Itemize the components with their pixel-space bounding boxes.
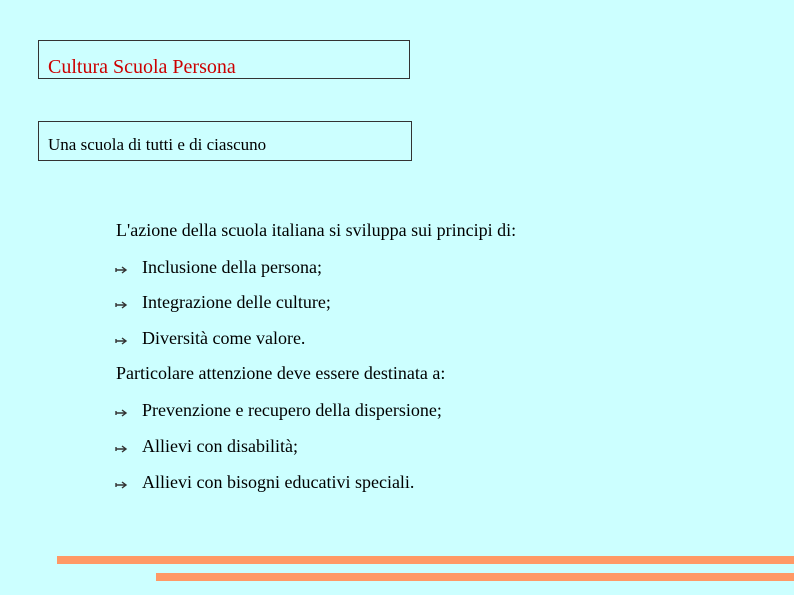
principle-item: Diversità come valore. [142,327,306,348]
arrow-bullet-icon [115,335,129,345]
arrow-bullet-icon [115,443,129,453]
intro-text: L'azione della scuola italiana si sviluppa sui principi di: [116,220,517,240]
list-item [115,435,298,457]
list-item [115,399,442,421]
attention-item: Prevenzione e recupero della dispersione; [142,399,442,420]
attention-intro-text: Particolare attenzione deve essere destinata a: [116,363,446,383]
principle-item: Integrazione delle culture; [142,291,331,312]
attention-item: Allievi con disabilità; [142,435,298,456]
subtitle-box [38,121,412,161]
list-item [115,291,331,313]
arrow-bullet-icon [115,299,129,309]
arrow-bullet-icon [115,264,129,274]
attention-item: Allievi con bisogni educativi speciali. [142,471,415,492]
arrow-bullet-icon [115,479,129,489]
list-item [115,327,306,349]
slide-title: Cultura Scuola Persona [48,56,236,78]
title-box [38,40,410,79]
slide-subtitle: Una scuola di tutti e di ciascuno [48,135,267,154]
principle-item: Inclusione della persona; [142,256,322,277]
decorative-bar-top [57,556,794,564]
arrow-bullet-icon [115,407,129,417]
decorative-bar-bottom [156,573,794,581]
list-item [115,256,322,278]
list-item [115,471,415,493]
